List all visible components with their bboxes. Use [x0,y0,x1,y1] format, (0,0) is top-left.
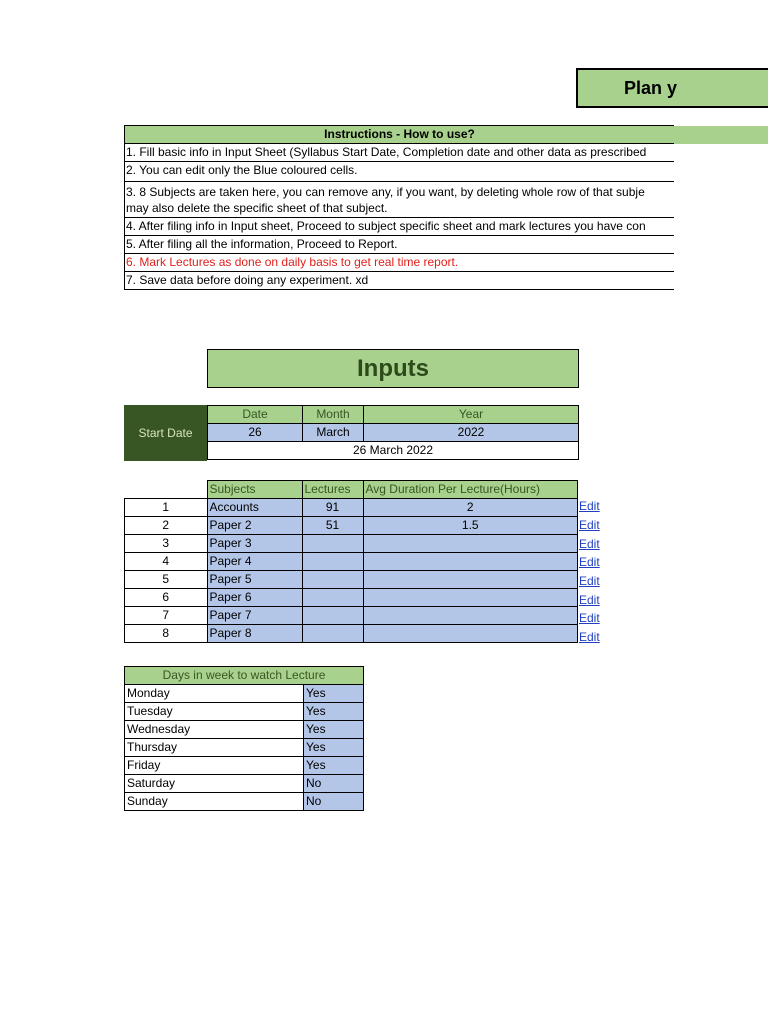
instruction-line: may also delete the specific sheet of that subject. [126,201,388,215]
title-strip [674,126,768,144]
avg-cell[interactable] [363,553,578,571]
table-row [125,535,578,553]
row-number: 6 [125,589,208,607]
day-label: Wednesday [125,721,304,739]
table-row [125,607,578,625]
table-row [125,703,364,721]
subject-name[interactable]: Paper 6 [207,589,302,607]
instruction-item [125,182,674,218]
subject-name[interactable]: Paper 4 [207,553,302,571]
table-row [125,775,364,793]
day-label: Tuesday [125,703,304,721]
instruction-item: 4. After filing info in Input sheet, Proceed to subject specific sheet and mark lectures you have con [125,218,674,236]
edit-link[interactable]: Edit [579,499,600,513]
lectures-cell[interactable]: 91 [302,499,363,517]
subjects-header: Subjects [207,481,302,499]
row-number: 8 [125,625,208,643]
avg-header: Avg Duration Per Lecture(Hours) [363,481,578,499]
day-value[interactable]: Yes [304,703,364,721]
table-row [125,589,578,607]
row-number: 2 [125,517,208,535]
instruction-item: 5. After filing all the information, Proceed to Report. [125,236,674,254]
day-label: Monday [125,685,304,703]
subject-name[interactable]: Accounts [207,499,302,517]
day-value[interactable]: Yes [304,757,364,775]
subject-name[interactable]: Paper 5 [207,571,302,589]
table-row [125,757,364,775]
day-label: Friday [125,757,304,775]
row-number: 5 [125,571,208,589]
row-number: 3 [125,535,208,553]
table-row [125,721,364,739]
lectures-cell[interactable] [302,625,363,643]
row-number: 1 [125,499,208,517]
table-row [125,553,578,571]
day-label: Thursday [125,739,304,757]
day-value[interactable]: Yes [304,739,364,757]
edit-link[interactable]: Edit [579,574,600,588]
month-cell[interactable]: March [303,424,364,442]
instruction-item: 1. Fill basic info in Input Sheet (Syllabus Start Date, Completion date and other data as prescribed [125,144,674,162]
lectures-cell[interactable] [302,553,363,571]
day-value[interactable]: Yes [304,685,364,703]
row-number: 4 [125,553,208,571]
subject-name[interactable]: Paper 8 [207,625,302,643]
row-number: 7 [125,607,208,625]
instruction-line: 3. 8 Subjects are taken here, you can remove any, if you want, by deleting whole row of that subje [126,185,645,199]
lectures-cell[interactable] [302,535,363,553]
instructions-heading: Instructions - How to use? [125,125,674,144]
year-header: Year [364,406,579,424]
table-row [125,571,578,589]
table-row [125,625,578,643]
days-table [124,666,364,811]
edit-link[interactable]: Edit [579,555,600,569]
year-cell[interactable]: 2022 [364,424,579,442]
sheet-title: Plan y [576,68,768,108]
lectures-cell[interactable] [302,607,363,625]
edit-link[interactable]: Edit [579,593,600,607]
subject-name[interactable]: Paper 7 [207,607,302,625]
edit-link[interactable]: Edit [579,518,600,532]
avg-cell[interactable] [363,571,578,589]
subject-name[interactable]: Paper 2 [207,517,302,535]
table-row [125,517,578,535]
start-date-label: Start Date [124,405,207,461]
avg-cell[interactable]: 2 [363,499,578,517]
avg-cell[interactable] [363,625,578,643]
table-row [125,499,578,517]
subjects-table [124,480,578,643]
table-row [125,739,364,757]
table-row [125,793,364,811]
avg-cell[interactable] [363,607,578,625]
avg-cell[interactable] [363,589,578,607]
date-cell[interactable]: 26 [208,424,303,442]
edit-link[interactable]: Edit [579,611,600,625]
instruction-item: 7. Save data before doing any experiment. xd [125,272,674,290]
day-value[interactable]: No [304,793,364,811]
day-value[interactable]: Yes [304,721,364,739]
avg-cell[interactable] [363,535,578,553]
day-label: Sunday [125,793,304,811]
edit-link[interactable]: Edit [579,630,600,644]
table-row [125,685,364,703]
inputs-title: Inputs [207,349,579,388]
subject-name[interactable]: Paper 3 [207,535,302,553]
lectures-cell[interactable] [302,589,363,607]
lectures-cell[interactable]: 51 [302,517,363,535]
month-header: Month [303,406,364,424]
days-heading: Days in week to watch Lecture [125,667,364,685]
edit-link[interactable]: Edit [579,537,600,551]
combined-date: 26 March 2022 [208,442,579,460]
blank-cell [125,481,208,499]
instruction-item: 2. You can edit only the Blue coloured cells. [125,162,674,182]
lectures-cell[interactable] [302,571,363,589]
avg-cell[interactable]: 1.5 [363,517,578,535]
date-table [207,405,579,460]
day-value[interactable]: No [304,775,364,793]
instruction-item: 6. Mark Lectures as done on daily basis to get real time report. [125,254,674,272]
instructions-box [124,125,674,290]
day-label: Saturday [125,775,304,793]
date-header: Date [208,406,303,424]
lectures-header: Lectures [302,481,363,499]
